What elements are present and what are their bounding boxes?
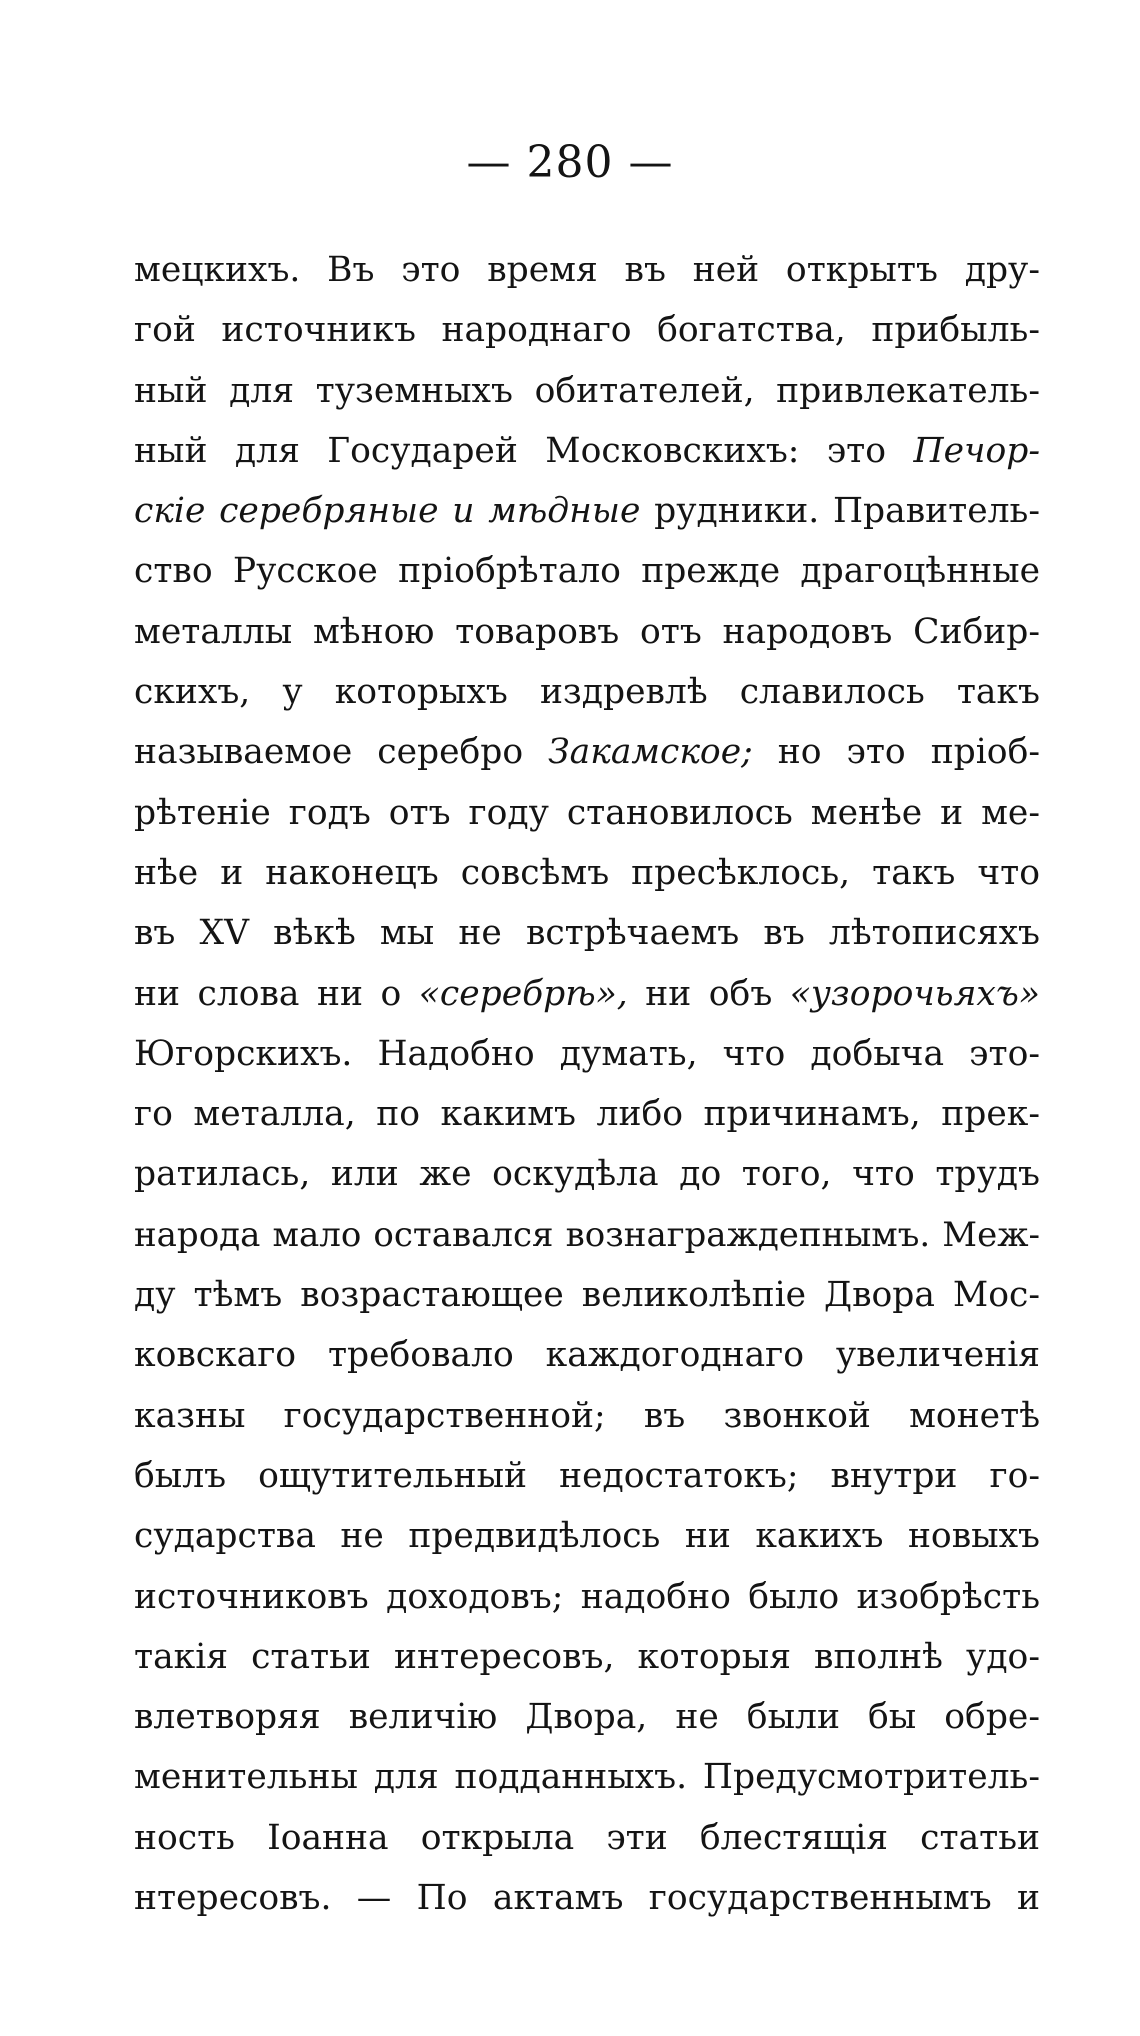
body-text: [134, 240, 1040, 1928]
text-segment: ство Русское пріобрѣтало прежде драгоцѣнные: [134, 551, 1040, 592]
text-segment: ный для Государей Московскихъ: это: [134, 430, 914, 471]
text-segment: металлы мѣною товаровъ отъ народовъ Сибир-: [134, 611, 1040, 652]
text-segment: го металла, по какимъ либо причинамъ, прек-: [134, 1094, 1040, 1135]
text-segment: сударства не предвидѣлось ни какихъ новыхъ: [134, 1516, 1040, 1557]
text-line: [134, 783, 1040, 843]
text-segment: ный для туземныхъ обитателей, привлекатель-: [134, 370, 1040, 411]
text-segment: ковскаго требовало каждогоднаго увеличенія: [134, 1335, 1040, 1376]
text-segment: гой источникъ народнаго богатства, прибыль-: [134, 310, 1040, 351]
text-line: [134, 1446, 1040, 1506]
text-segment: называемое серебро: [134, 732, 549, 773]
text-segment: ни объ: [627, 973, 790, 1014]
text-segment: такія статьи интересовъ, которыя вполнѣ удо-: [134, 1636, 1040, 1677]
text-line: [134, 1084, 1040, 1144]
italic-text-segment: «узорочьяхъ»: [789, 973, 1040, 1014]
text-segment: влетворяя величію Двора, не были бы обре-: [134, 1697, 1040, 1738]
text-segment: нѣе и наконецъ совсѣмъ пресѣклось, такъ что: [134, 852, 1040, 893]
text-segment: но это пріоб-: [752, 732, 1041, 773]
text-line: [134, 1687, 1040, 1747]
text-line: [134, 300, 1040, 360]
text-line: [134, 1506, 1040, 1566]
text-segment: былъ ощутительный недостатокъ; внутри го-: [134, 1455, 1040, 1496]
text-line: [134, 1567, 1040, 1627]
text-line: [134, 421, 1040, 481]
text-segment: казны государственной; въ звонкой монетѣ: [134, 1395, 1040, 1436]
text-line: [134, 843, 1040, 903]
text-line: [134, 1868, 1040, 1928]
text-line: [134, 1205, 1040, 1265]
text-segment: ность Іоанна открыла эти блестящія статьи: [134, 1817, 1040, 1858]
text-segment: менительны для подданныхъ. Предусмотритель-: [134, 1757, 1040, 1798]
text-line: [134, 1144, 1040, 1204]
page-number: — 280 —: [466, 137, 674, 188]
text-segment: народа мало оставался вознаграждепнымъ. Меж-: [134, 1214, 1040, 1255]
text-segment: ду тѣмъ возрастающее великолѣпіе Двора Мос-: [134, 1275, 1040, 1316]
text-line: [134, 1627, 1040, 1687]
text-line: [134, 602, 1040, 662]
text-line: [134, 481, 1040, 541]
text-segment: мецкихъ. Въ это время въ ней открытъ дру-: [134, 250, 1040, 290]
text-line: [134, 964, 1040, 1024]
text-segment: скихъ, у которыхъ издревлѣ славилось такъ: [134, 672, 1040, 713]
text-line: [134, 1808, 1040, 1868]
text-segment: Югорскихъ. Надобно думать, что добыча это-: [134, 1033, 1040, 1074]
text-segment: рѣтеніе годъ отъ году становилось менѣе и ме-: [134, 792, 1040, 833]
text-line: [134, 903, 1040, 963]
italic-text-segment: Печор-: [913, 430, 1040, 471]
text-line: [134, 541, 1040, 601]
text-line: [134, 1386, 1040, 1446]
text-segment: источниковъ доходовъ; надобно было изобрѣсть: [134, 1576, 1040, 1617]
text-line: [134, 361, 1040, 421]
italic-text-segment: Закамское;: [548, 732, 753, 773]
text-line: [134, 722, 1040, 782]
text-segment: ни слова ни о: [134, 973, 419, 1014]
text-line: [134, 1325, 1040, 1385]
text-line: [134, 662, 1040, 722]
italic-text-segment: «серебрѣ»,: [418, 973, 628, 1014]
text-line: [134, 1024, 1040, 1084]
text-segment: рудники. Правитель-: [640, 491, 1040, 532]
text-line: [134, 1265, 1040, 1325]
italic-text-segment: скіе серебряные и мѣдные: [134, 491, 641, 532]
text-line: [134, 240, 1040, 300]
text-segment: ратилась, или же оскудѣла до того, что трудъ: [134, 1154, 1040, 1195]
text-segment: нтересовъ. — По актамъ государственнымъ и: [134, 1878, 1040, 1919]
text-line: [134, 1747, 1040, 1807]
text-segment: въ XV вѣкѣ мы не встрѣчаемъ въ лѣтописяхъ: [134, 913, 1040, 954]
